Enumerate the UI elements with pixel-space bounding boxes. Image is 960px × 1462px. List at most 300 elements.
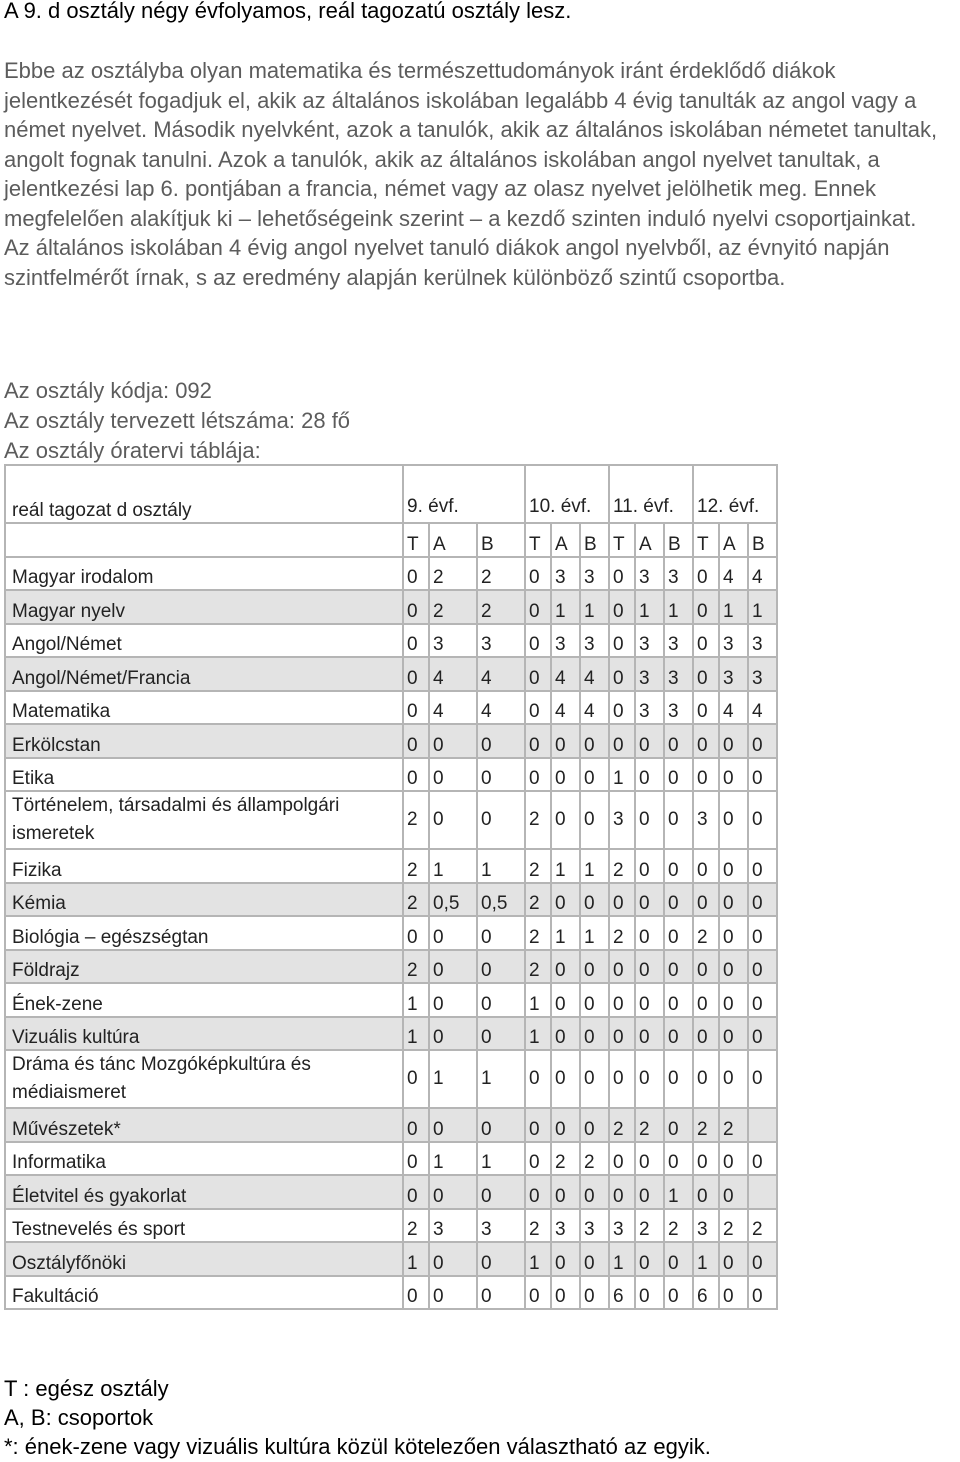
class-code: Az osztály kódja: 092	[4, 378, 212, 403]
hours-cell: 0	[525, 1142, 551, 1176]
hours-cell: 6	[693, 1276, 719, 1310]
hours-cell: 2	[609, 1108, 635, 1142]
intro-paragraph-2: Az általános iskolában 4 évig angol nyelvet tanuló diákok angol nyelvből, az évnyitó napján szintfelmérőt írnak, s az eredmény alapján kerülnek különböző szintű csoportba.	[4, 235, 890, 290]
table-row	[5, 983, 777, 1017]
hours-cell: 4	[477, 691, 525, 725]
group-header: A	[635, 523, 664, 557]
hours-cell: 0	[609, 624, 635, 658]
hours-cell: 1	[748, 590, 777, 624]
hours-cell: 0	[580, 1050, 609, 1108]
hours-cell: 0	[719, 758, 748, 792]
table-row	[5, 1242, 777, 1276]
group-header: B	[664, 523, 693, 557]
hours-cell: 1	[719, 590, 748, 624]
hours-cell: 0	[580, 983, 609, 1017]
hours-cell: 0	[609, 557, 635, 591]
hours-cell: 4	[429, 657, 477, 691]
hours-cell: 0	[525, 724, 551, 758]
table-row	[5, 950, 777, 984]
hours-cell: 0	[525, 1108, 551, 1142]
hours-cell: 2	[719, 1209, 748, 1243]
group-header: T	[693, 523, 719, 557]
hours-cell: 1	[429, 1142, 477, 1176]
hours-cell: 2	[635, 1108, 664, 1142]
hours-cell: 1	[525, 983, 551, 1017]
hours-cell: 6	[609, 1276, 635, 1310]
hours-cell: 0	[551, 1017, 580, 1051]
table-row	[5, 1050, 777, 1108]
table-row	[5, 590, 777, 624]
hours-cell: 0	[477, 758, 525, 792]
subject-cell: Ének-zene	[5, 983, 403, 1017]
hours-cell: 2	[525, 1209, 551, 1243]
hours-cell: 0	[664, 1276, 693, 1310]
hours-cell: 0	[664, 849, 693, 883]
hours-cell: 1	[551, 849, 580, 883]
hours-cell: 0	[551, 791, 580, 849]
hours-cell: 2	[477, 557, 525, 591]
hours-cell: 0	[748, 1242, 777, 1276]
hours-cell: 3	[580, 1209, 609, 1243]
table-row	[5, 916, 777, 950]
hours-cell: 0	[429, 724, 477, 758]
hours-cell: 0	[664, 724, 693, 758]
hours-cell: 0	[609, 983, 635, 1017]
hours-cell: 0	[635, 916, 664, 950]
hours-cell: 0	[580, 724, 609, 758]
hours-cell: 2	[664, 1209, 693, 1243]
hours-cell: 0	[429, 1108, 477, 1142]
footnote-t: T : egész osztály	[4, 1376, 169, 1401]
hours-cell: 3	[477, 624, 525, 658]
hours-cell: 0	[580, 1276, 609, 1310]
hours-cell: 0	[719, 1276, 748, 1310]
hours-cell: 2	[719, 1108, 748, 1142]
hours-cell: 0	[477, 916, 525, 950]
group-header: A	[551, 523, 580, 557]
hours-cell: 1	[664, 590, 693, 624]
hours-cell: 0	[609, 590, 635, 624]
hours-cell: 0	[693, 1175, 719, 1209]
hours-cell: 0	[403, 724, 429, 758]
hours-cell: 1	[693, 1242, 719, 1276]
hours-cell: 0	[635, 1142, 664, 1176]
hours-cell: 0	[525, 590, 551, 624]
hours-cell	[748, 1108, 777, 1142]
hours-cell: 0	[664, 883, 693, 917]
hours-cell: 0	[719, 724, 748, 758]
hours-cell: 3	[693, 1209, 719, 1243]
hours-cell: 0	[477, 983, 525, 1017]
hours-cell: 0	[429, 1242, 477, 1276]
subject-cell: Testnevelés és sport	[5, 1209, 403, 1243]
hours-cell: 0	[719, 983, 748, 1017]
hours-cell: 0	[580, 758, 609, 792]
hours-cell: 2	[525, 791, 551, 849]
hours-cell: 0	[635, 1050, 664, 1108]
empty-cell	[5, 523, 403, 557]
hours-cell: 2	[403, 883, 429, 917]
subject-cell: Művészetek*	[5, 1108, 403, 1142]
hours-cell: 0	[403, 691, 429, 725]
hours-cell: 2	[693, 916, 719, 950]
subject-cell: Angol/Német	[5, 624, 403, 658]
hours-cell: 1	[525, 1017, 551, 1051]
hours-cell: 0	[635, 849, 664, 883]
hours-cell: 0	[635, 983, 664, 1017]
hours-cell: 0	[693, 1050, 719, 1108]
hours-cell: 0	[693, 691, 719, 725]
hours-cell: 2	[403, 950, 429, 984]
hours-cell: 2	[580, 1142, 609, 1176]
year-header: 9. évf.	[403, 465, 525, 523]
table-row	[5, 1175, 777, 1209]
hours-cell: 0	[580, 1242, 609, 1276]
hours-cell: 0	[748, 1017, 777, 1051]
hours-cell: 0	[719, 1175, 748, 1209]
hours-cell: 0,5	[477, 883, 525, 917]
hours-cell: 0	[693, 1142, 719, 1176]
hours-cell: 0	[609, 724, 635, 758]
hours-cell: 0	[748, 849, 777, 883]
hours-cell: 0	[635, 950, 664, 984]
hours-cell: 0	[635, 1242, 664, 1276]
hours-cell: 0	[477, 791, 525, 849]
hours-cell: 2	[551, 1142, 580, 1176]
hours-cell: 0	[477, 724, 525, 758]
hours-cell	[748, 1175, 777, 1209]
hours-cell: 1	[429, 849, 477, 883]
hours-cell: 0	[719, 1050, 748, 1108]
hours-cell: 0	[693, 657, 719, 691]
subject-cell: Kémia	[5, 883, 403, 917]
hours-cell: 0	[609, 1017, 635, 1051]
hours-cell: 0	[693, 557, 719, 591]
year-header: 11. évf.	[609, 465, 693, 523]
hours-cell: 0	[748, 1142, 777, 1176]
hours-cell: 0	[609, 1175, 635, 1209]
hours-cell: 3	[664, 624, 693, 658]
subject-cell: Történelem, társadalmi és állampolgári ismeretek	[5, 791, 403, 849]
hours-cell: 0	[525, 758, 551, 792]
hours-cell: 0	[580, 791, 609, 849]
hours-cell: 0	[429, 758, 477, 792]
hours-cell: 0	[477, 1108, 525, 1142]
hours-cell: 2	[429, 557, 477, 591]
hours-cell: 0	[580, 1108, 609, 1142]
hours-cell: 1	[551, 590, 580, 624]
hours-cell: 0	[403, 1108, 429, 1142]
hours-cell: 3	[609, 1209, 635, 1243]
hours-cell: 0	[719, 1242, 748, 1276]
hours-cell: 2	[403, 1209, 429, 1243]
hours-cell: 1	[609, 1242, 635, 1276]
hours-cell: 0	[525, 557, 551, 591]
hours-cell: 0	[429, 916, 477, 950]
hours-cell: 0	[748, 916, 777, 950]
group-header: B	[580, 523, 609, 557]
hours-cell: 0	[477, 1242, 525, 1276]
hours-cell: 0	[429, 983, 477, 1017]
hours-cell: 0	[748, 1276, 777, 1310]
hours-cell: 1	[477, 849, 525, 883]
table-row	[5, 557, 777, 591]
hours-cell: 0	[525, 1050, 551, 1108]
hours-cell: 1	[664, 1175, 693, 1209]
hours-cell: 3	[609, 791, 635, 849]
hours-cell: 0	[525, 657, 551, 691]
subject-cell: Magyar nyelv	[5, 590, 403, 624]
hours-cell: 0	[635, 1175, 664, 1209]
hours-cell: 0	[693, 950, 719, 984]
hours-cell: 4	[719, 691, 748, 725]
hours-cell: 0	[525, 624, 551, 658]
hours-cell: 3	[635, 624, 664, 658]
hours-cell: 0	[664, 1142, 693, 1176]
hours-cell: 0	[664, 1108, 693, 1142]
hours-cell: 0	[719, 883, 748, 917]
hours-cell: 0	[748, 1050, 777, 1108]
hours-cell: 3	[551, 557, 580, 591]
footnote-arts: *: ének-zene vagy vizuális kultúra közül kötelezően választható az egyik.	[4, 1434, 711, 1459]
hours-cell: 0	[403, 557, 429, 591]
class-size: Az osztály tervezett létszáma: 28 fő	[4, 408, 351, 433]
hours-cell: 0	[429, 1017, 477, 1051]
hours-cell: 1	[429, 1050, 477, 1108]
hours-cell: 0	[551, 1175, 580, 1209]
hours-cell: 0	[403, 1142, 429, 1176]
hours-cell: 0	[429, 1276, 477, 1310]
hours-cell: 3	[635, 691, 664, 725]
subject-cell: Fizika	[5, 849, 403, 883]
hours-cell: 0	[477, 1276, 525, 1310]
hours-cell: 1	[477, 1142, 525, 1176]
hours-cell: 3	[719, 624, 748, 658]
hours-cell: 0	[693, 724, 719, 758]
hours-cell: 1	[635, 590, 664, 624]
year-header: 10. évf.	[525, 465, 609, 523]
hours-cell: 0	[664, 983, 693, 1017]
hours-cell: 0	[748, 758, 777, 792]
group-header: B	[477, 523, 525, 557]
hours-cell: 0	[635, 883, 664, 917]
hours-cell: 0	[609, 883, 635, 917]
hours-cell: 2	[693, 1108, 719, 1142]
hours-cell: 2	[748, 1209, 777, 1243]
hours-cell: 0	[429, 1175, 477, 1209]
hours-cell: 0	[664, 1050, 693, 1108]
hours-cell: 0	[719, 1017, 748, 1051]
hours-cell: 2	[525, 883, 551, 917]
hours-cell: 4	[551, 657, 580, 691]
hours-cell: 1	[580, 590, 609, 624]
hours-cell: 3	[719, 657, 748, 691]
hours-cell: 0	[551, 724, 580, 758]
hours-cell: 3	[477, 1209, 525, 1243]
hours-cell: 1	[580, 849, 609, 883]
hours-cell: 0	[580, 1017, 609, 1051]
hours-cell: 0	[403, 657, 429, 691]
hours-cell: 3	[748, 624, 777, 658]
table-row	[5, 791, 777, 849]
hours-cell: 0	[609, 1142, 635, 1176]
hours-cell: 0	[429, 791, 477, 849]
table-row	[5, 1142, 777, 1176]
table-row	[5, 1276, 777, 1310]
hours-cell: 0	[525, 1175, 551, 1209]
hours-cell: 2	[635, 1209, 664, 1243]
table-row	[5, 724, 777, 758]
hours-cell: 1	[477, 1050, 525, 1108]
hours-cell: 0	[664, 916, 693, 950]
corner-label: reál tagozat d osztály	[5, 465, 403, 523]
hours-cell: 3	[580, 624, 609, 658]
group-header: T	[403, 523, 429, 557]
hours-cell: 1	[403, 1017, 429, 1051]
table-title: Az osztály óratervi táblája:	[4, 438, 261, 463]
hours-cell: 0	[551, 883, 580, 917]
hours-cell: 3	[664, 557, 693, 591]
hours-cell: 0	[551, 1050, 580, 1108]
hours-cell: 0	[693, 1017, 719, 1051]
hours-cell: 3	[551, 624, 580, 658]
hours-cell: 0	[609, 691, 635, 725]
hours-cell: 3	[429, 1209, 477, 1243]
hours-cell: 0	[477, 1017, 525, 1051]
hours-cell: 3	[748, 657, 777, 691]
hours-cell: 0	[635, 1276, 664, 1310]
hours-cell: 0	[525, 691, 551, 725]
hours-cell: 2	[525, 950, 551, 984]
hours-cell: 0	[403, 590, 429, 624]
hours-cell: 0	[693, 883, 719, 917]
hours-cell: 0	[551, 1108, 580, 1142]
hours-cell: 3	[635, 557, 664, 591]
hours-cell: 0	[551, 1276, 580, 1310]
subject-cell: Erkölcstan	[5, 724, 403, 758]
hours-cell: 0	[693, 758, 719, 792]
hours-cell: 2	[525, 916, 551, 950]
subject-cell: Biológia – egészségtan	[5, 916, 403, 950]
hours-cell: 0	[525, 1276, 551, 1310]
year-header: 12. évf.	[693, 465, 777, 523]
hours-cell: 0	[664, 758, 693, 792]
hours-cell: 0	[580, 950, 609, 984]
table-header-years	[5, 465, 777, 523]
intro-text	[4, 56, 956, 292]
hours-cell: 1	[403, 983, 429, 1017]
subject-cell: Dráma és tánc Mozgóképkultúra és médiaismeret	[5, 1050, 403, 1108]
hours-cell: 0	[693, 983, 719, 1017]
table-row	[5, 758, 777, 792]
hours-cell: 2	[403, 791, 429, 849]
hours-cell: 4	[748, 691, 777, 725]
hours-cell: 0	[748, 883, 777, 917]
hours-cell: 4	[719, 557, 748, 591]
page-heading: A 9. d osztály négy évfolyamos, reál tagozatú osztály lesz.	[4, 0, 572, 23]
hours-cell: 0	[635, 1017, 664, 1051]
hours-cell: 0	[403, 1050, 429, 1108]
hours-cell: 0	[693, 849, 719, 883]
hours-cell: 0	[403, 624, 429, 658]
hours-cell: 4	[748, 557, 777, 591]
hours-cell: 3	[664, 657, 693, 691]
subject-cell: Informatika	[5, 1142, 403, 1176]
hours-cell: 4	[580, 691, 609, 725]
hours-cell: 4	[477, 657, 525, 691]
subject-cell: Matematika	[5, 691, 403, 725]
hours-cell: 0	[403, 1175, 429, 1209]
subject-cell: Angol/Német/Francia	[5, 657, 403, 691]
intro-paragraph-1: Ebbe az osztályba olyan matematika és természettudományok iránt érdeklődő diákok jelentkezését fogadjuk el, akik az általános iskolában legalább 4 évig tanulták az angol vagy a német nyelvet. Második nyelvként, azok a tanulók, akik az általános iskolában németet tanultak, angolt fognak tanulni. Azok a tanulók, akik az általános iskolában angol nyelvet tanultak, a jelentkezési lap 6. pontjában a francia, német vagy az olasz nyelvet jelölhetik meg. Ennek megfelelően alakítjuk ki – lehetőségeink szerint – a kezdő szinten induló nyelvi csoportjainkat.	[4, 58, 938, 231]
hours-cell: 2	[609, 849, 635, 883]
table-row	[5, 849, 777, 883]
hours-cell: 0	[609, 1050, 635, 1108]
hours-cell: 0	[664, 791, 693, 849]
hours-cell: 0	[551, 758, 580, 792]
hours-cell: 4	[429, 691, 477, 725]
table-row	[5, 624, 777, 658]
hours-cell: 0	[664, 1017, 693, 1051]
table-row	[5, 657, 777, 691]
hours-cell: 0	[403, 1276, 429, 1310]
hours-cell: 0	[719, 1142, 748, 1176]
table-row	[5, 883, 777, 917]
subject-cell: Életvitel és gyakorlat	[5, 1175, 403, 1209]
subject-cell: Etika	[5, 758, 403, 792]
subject-cell: Földrajz	[5, 950, 403, 984]
hours-cell: 4	[551, 691, 580, 725]
group-header: A	[719, 523, 748, 557]
hours-cell: 0	[580, 883, 609, 917]
subject-cell: Magyar irodalom	[5, 557, 403, 591]
hours-cell: 0	[693, 590, 719, 624]
hours-cell: 0	[664, 1242, 693, 1276]
hours-cell: 2	[403, 849, 429, 883]
subject-cell: Osztályfőnöki	[5, 1242, 403, 1276]
hours-cell: 0	[580, 1175, 609, 1209]
hours-cell: 3	[693, 791, 719, 849]
hours-cell: 3	[635, 657, 664, 691]
hours-cell: 0	[609, 657, 635, 691]
hours-cell: 0	[719, 791, 748, 849]
hours-cell: 3	[664, 691, 693, 725]
hours-cell: 3	[580, 557, 609, 591]
hours-cell: 0	[477, 950, 525, 984]
hours-cell: 0	[719, 849, 748, 883]
hours-cell: 1	[403, 1242, 429, 1276]
table-header-groups	[5, 523, 777, 557]
table-row	[5, 691, 777, 725]
table-row	[5, 1108, 777, 1142]
group-header: A	[429, 523, 477, 557]
subject-cell: Fakultáció	[5, 1276, 403, 1310]
hours-cell: 2	[477, 590, 525, 624]
hours-cell: 0	[635, 791, 664, 849]
group-header: B	[748, 523, 777, 557]
hours-cell: 0	[664, 950, 693, 984]
hours-cell: 0	[748, 724, 777, 758]
hours-cell: 2	[609, 916, 635, 950]
subject-cell: Vizuális kultúra	[5, 1017, 403, 1051]
hours-cell: 0	[403, 758, 429, 792]
curriculum-table	[4, 464, 778, 1310]
hours-cell: 0	[609, 950, 635, 984]
hours-cell: 0	[635, 758, 664, 792]
hours-cell: 1	[525, 1242, 551, 1276]
hours-cell: 0	[635, 724, 664, 758]
hours-cell: 0	[403, 916, 429, 950]
